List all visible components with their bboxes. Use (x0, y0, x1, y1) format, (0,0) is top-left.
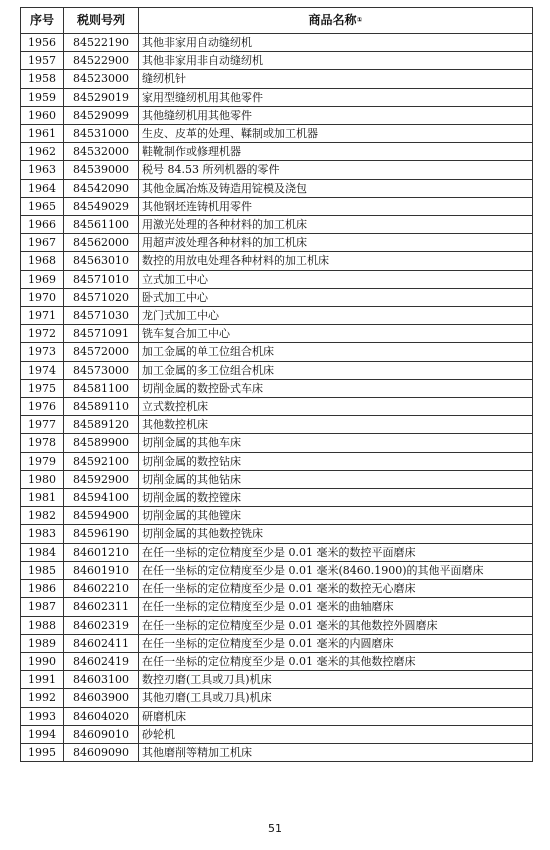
table-row (21, 125, 533, 143)
seq-cell: 1977 (21, 416, 64, 434)
name-cell: 铣车复合加工中心 (139, 325, 533, 343)
name-cell: 加工金属的多工位组合机床 (139, 361, 533, 379)
table-row (21, 452, 533, 470)
table-row (21, 561, 533, 579)
code-cell: 84594100 (64, 489, 139, 507)
name-cell: 在任一坐标的定位精度至少是 0.01 毫米的曲轴磨床 (139, 598, 533, 616)
name-cell: 龙门式加工中心 (139, 307, 533, 325)
name-cell: 其他金属冶炼及铸造用锭模及浇包 (139, 179, 533, 197)
table-row (21, 106, 533, 124)
code-cell: 84573000 (64, 361, 139, 379)
name-cell: 加工金属的单工位组合机床 (139, 343, 533, 361)
code-cell: 84539000 (64, 161, 139, 179)
table-row (21, 743, 533, 761)
seq-cell: 1991 (21, 671, 64, 689)
seq-cell: 1986 (21, 580, 64, 598)
name-cell: 切削金属的其他数控铣床 (139, 525, 533, 543)
seq-cell: 1969 (21, 270, 64, 288)
code-cell: 84589110 (64, 398, 139, 416)
code-cell: 84596190 (64, 525, 139, 543)
seq-cell: 1970 (21, 288, 64, 306)
code-cell: 84571020 (64, 288, 139, 306)
table-row (21, 161, 533, 179)
name-cell: 立式数控机床 (139, 398, 533, 416)
code-cell: 84602319 (64, 616, 139, 634)
code-cell: 84602419 (64, 652, 139, 670)
name-cell: 切削金属的其他车床 (139, 434, 533, 452)
table-row (21, 489, 533, 507)
seq-cell: 1984 (21, 543, 64, 561)
code-cell: 84594900 (64, 507, 139, 525)
name-cell: 在任一坐标的定位精度至少是 0.01 毫米的其他数控磨床 (139, 652, 533, 670)
table-row (21, 580, 533, 598)
seq-cell: 1959 (21, 88, 64, 106)
table-row (21, 234, 533, 252)
seq-cell: 1975 (21, 379, 64, 397)
table-row (21, 616, 533, 634)
seq-cell: 1957 (21, 52, 64, 70)
name-cell: 研磨机床 (139, 707, 533, 725)
table-row (21, 88, 533, 106)
name-cell: 用激光处理的各种材料的加工机床 (139, 216, 533, 234)
footnote-marker: ① (356, 15, 363, 24)
header-name (139, 8, 533, 34)
name-cell: 其他钢坯连铸机用零件 (139, 197, 533, 215)
seq-cell: 1964 (21, 179, 64, 197)
table-row (21, 179, 533, 197)
code-cell: 84604020 (64, 707, 139, 725)
seq-cell: 1982 (21, 507, 64, 525)
code-cell: 84592900 (64, 470, 139, 488)
seq-cell: 1976 (21, 398, 64, 416)
table-row (21, 725, 533, 743)
code-cell: 84602311 (64, 598, 139, 616)
code-cell: 84603100 (64, 671, 139, 689)
seq-cell: 1994 (21, 725, 64, 743)
code-cell: 84571010 (64, 270, 139, 288)
code-cell: 84602411 (64, 634, 139, 652)
table-row (21, 525, 533, 543)
seq-cell: 1978 (21, 434, 64, 452)
name-cell: 其他缝纫机用其他零件 (139, 106, 533, 124)
name-cell: 立式加工中心 (139, 270, 533, 288)
code-cell: 84561100 (64, 216, 139, 234)
table-row (21, 343, 533, 361)
code-cell: 84592100 (64, 452, 139, 470)
seq-cell: 1979 (21, 452, 64, 470)
code-cell: 84522900 (64, 52, 139, 70)
page-number: 51 (268, 822, 282, 835)
table-row (21, 70, 533, 88)
code-cell: 84531000 (64, 125, 139, 143)
seq-cell: 1981 (21, 489, 64, 507)
code-cell: 84589120 (64, 416, 139, 434)
name-cell: 卧式加工中心 (139, 288, 533, 306)
seq-cell: 1971 (21, 307, 64, 325)
code-cell: 84563010 (64, 252, 139, 270)
table-row (21, 671, 533, 689)
name-cell: 家用型缝纫机用其他零件 (139, 88, 533, 106)
code-cell: 84601910 (64, 561, 139, 579)
seq-cell: 1967 (21, 234, 64, 252)
name-cell: 生皮、皮革的处理、鞣制或加工机器 (139, 125, 533, 143)
seq-cell: 1987 (21, 598, 64, 616)
table-row (21, 434, 533, 452)
seq-cell: 1992 (21, 689, 64, 707)
seq-cell: 1980 (21, 470, 64, 488)
seq-cell: 1983 (21, 525, 64, 543)
code-cell: 84571030 (64, 307, 139, 325)
table-row (21, 634, 533, 652)
code-cell: 84601210 (64, 543, 139, 561)
code-cell: 84571091 (64, 325, 139, 343)
name-cell: 鞋靴制作或修理机器 (139, 143, 533, 161)
name-cell: 切削金属的数控卧式车床 (139, 379, 533, 397)
name-cell: 在任一坐标的定位精度至少是 0.01 毫米的数控平面磨床 (139, 543, 533, 561)
seq-cell: 1985 (21, 561, 64, 579)
name-cell: 切削金属的数控镗床 (139, 489, 533, 507)
name-cell: 在任一坐标的定位精度至少是 0.01 毫米的数控无心磨床 (139, 580, 533, 598)
table-row (21, 379, 533, 397)
name-cell: 切削金属的其他镗床 (139, 507, 533, 525)
code-cell: 84523000 (64, 70, 139, 88)
name-cell: 缝纫机针 (139, 70, 533, 88)
code-cell: 84589900 (64, 434, 139, 452)
table-row (21, 398, 533, 416)
table-row (21, 197, 533, 215)
table-row (21, 416, 533, 434)
code-cell: 84609010 (64, 725, 139, 743)
header-name-label: 商品名称 (308, 12, 357, 27)
table-row (21, 216, 533, 234)
name-cell: 其他数控机床 (139, 416, 533, 434)
seq-cell: 1989 (21, 634, 64, 652)
seq-cell: 1968 (21, 252, 64, 270)
code-cell: 84581100 (64, 379, 139, 397)
seq-cell: 1974 (21, 361, 64, 379)
table-row (21, 270, 533, 288)
code-cell: 84522190 (64, 34, 139, 52)
name-cell: 切削金属的其他钻床 (139, 470, 533, 488)
table-row (21, 543, 533, 561)
code-cell: 84603900 (64, 689, 139, 707)
table-row (21, 325, 533, 343)
name-cell: 在任一坐标的定位精度至少是 0.01 毫米(8460.1900)的其他平面磨床 (139, 561, 533, 579)
name-cell: 切削金属的数控钻床 (139, 452, 533, 470)
table-row (21, 598, 533, 616)
table-row (21, 34, 533, 52)
table-row (21, 470, 533, 488)
seq-cell: 1961 (21, 125, 64, 143)
code-cell: 84542090 (64, 179, 139, 197)
seq-cell: 1962 (21, 143, 64, 161)
header-code: 税则号列 (64, 8, 139, 34)
name-cell: 数控刃磨(工具或刀具)机床 (139, 671, 533, 689)
table-row (21, 307, 533, 325)
code-cell: 84529099 (64, 106, 139, 124)
table-row (21, 652, 533, 670)
table-row (21, 252, 533, 270)
code-cell: 84602210 (64, 580, 139, 598)
table-header-row (21, 8, 533, 34)
seq-cell: 1990 (21, 652, 64, 670)
code-cell: 84609090 (64, 743, 139, 761)
seq-cell: 1966 (21, 216, 64, 234)
code-cell: 84562000 (64, 234, 139, 252)
name-cell: 其他非家用自动缝纫机 (139, 34, 533, 52)
header-seq: 序号 (21, 8, 64, 34)
seq-cell: 1965 (21, 197, 64, 215)
table-row (21, 52, 533, 70)
code-cell: 84572000 (64, 343, 139, 361)
name-cell: 税号 84.53 所列机器的零件 (139, 161, 533, 179)
table-row (21, 507, 533, 525)
seq-cell: 1973 (21, 343, 64, 361)
code-cell: 84529019 (64, 88, 139, 106)
code-cell: 84532000 (64, 143, 139, 161)
seq-cell: 1993 (21, 707, 64, 725)
code-cell: 84549029 (64, 197, 139, 215)
table-row (21, 707, 533, 725)
name-cell: 其他非家用非自动缝纫机 (139, 52, 533, 70)
name-cell: 在任一坐标的定位精度至少是 0.01 毫米的其他数控外圆磨床 (139, 616, 533, 634)
seq-cell: 1972 (21, 325, 64, 343)
name-cell: 砂轮机 (139, 725, 533, 743)
name-cell: 数控的用放电处理各种材料的加工机床 (139, 252, 533, 270)
name-cell: 用超声波处理各种材料的加工机床 (139, 234, 533, 252)
seq-cell: 1958 (21, 70, 64, 88)
seq-cell: 1963 (21, 161, 64, 179)
name-cell: 其他磨削等精加工机床 (139, 743, 533, 761)
seq-cell: 1988 (21, 616, 64, 634)
name-cell: 其他刃磨(工具或刀具)机床 (139, 689, 533, 707)
table-row (21, 143, 533, 161)
seq-cell: 1960 (21, 106, 64, 124)
seq-cell: 1956 (21, 34, 64, 52)
table-row (21, 689, 533, 707)
goods-table (20, 7, 533, 762)
table-row (21, 361, 533, 379)
name-cell: 在任一坐标的定位精度至少是 0.01 毫米的内圆磨床 (139, 634, 533, 652)
seq-cell: 1995 (21, 743, 64, 761)
table-row (21, 288, 533, 306)
